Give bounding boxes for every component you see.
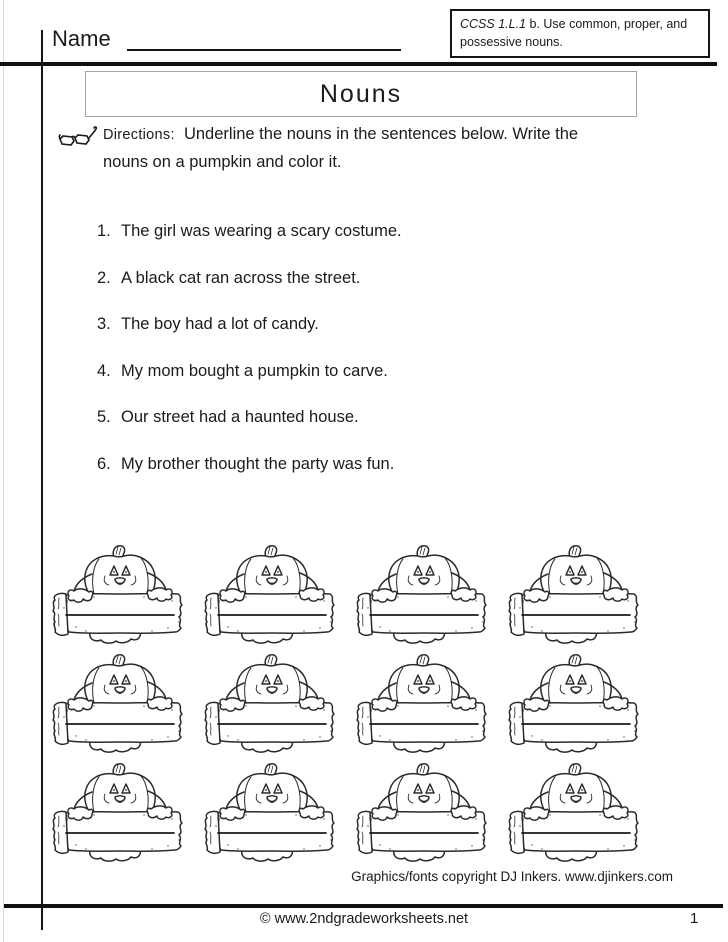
directions-label: Directions:: [103, 127, 175, 143]
sentence-text: My mom bought a pumpkin to carve.: [121, 361, 388, 380]
pumpkin-sign: [44, 653, 196, 762]
pumpkin-sign-icon: [350, 544, 498, 644]
page-title: Nouns: [319, 79, 403, 108]
sentence-row: [97, 406, 637, 428]
pumpkin-sign: [348, 544, 500, 653]
pumpkin-sign-icon: [350, 653, 498, 753]
sentence-text: Our street had a haunted house.: [121, 408, 359, 426]
ccss-text: b. Use common, proper, and possessive nouns.: [460, 17, 688, 50]
sentence-number: 1.: [97, 222, 111, 240]
pumpkin-sign: [500, 762, 652, 871]
directions: [103, 121, 638, 176]
pumpkin-sign: [44, 762, 196, 871]
sentence-number: 3.: [97, 315, 111, 333]
ccss-code: CCSS 1.L.1: [460, 17, 527, 31]
pumpkin-sign: [44, 544, 196, 653]
pumpkin-sign-grid: [44, 544, 652, 871]
sentence-row: [97, 313, 637, 335]
graphics-credit: Graphics/fonts copyright DJ Inkers. www.djinkers.com: [351, 869, 673, 884]
footer-page-number: 1: [690, 910, 699, 927]
pumpkin-sign-icon: [502, 762, 650, 862]
sentence-row: [97, 267, 637, 289]
page-edge-line: [3, 0, 4, 942]
pumpkin-sign: [348, 653, 500, 762]
sentence-row: [97, 220, 637, 242]
sentence-list: [97, 220, 637, 499]
pumpkin-sign: [196, 653, 348, 762]
directions-line2: nouns on a pumpkin and color it.: [103, 153, 342, 171]
name-input-line[interactable]: [127, 49, 401, 51]
sentence-text: My brother thought the party was fun.: [121, 454, 395, 473]
pumpkin-sign-icon: [198, 653, 346, 753]
sentence-number: 2.: [97, 268, 111, 287]
sentence-row: [97, 453, 637, 475]
title-box: [85, 71, 637, 117]
footer-copyright: © www.2ndgradeworksheets.net: [259, 911, 469, 927]
pumpkin-sign: [196, 762, 348, 871]
name-label: Name: [52, 26, 111, 51]
left-margin-line: [41, 30, 43, 930]
ccss-standard-box: [450, 9, 710, 58]
header-rule: [0, 62, 717, 66]
pumpkin-sign-icon: [350, 762, 498, 862]
pumpkin-sign-icon: [198, 762, 346, 862]
sentence-row: [97, 360, 637, 382]
pumpkin-sign: [348, 762, 500, 871]
directions-line1: Underline the nouns in the sentences below. Write the: [183, 125, 579, 143]
pumpkin-sign-icon: [46, 762, 194, 862]
sentence-text: The girl was wearing a scary costume.: [121, 222, 402, 240]
sentence-text: A black cat ran across the street.: [121, 268, 361, 287]
sentence-number: 6.: [97, 454, 111, 473]
pumpkin-sign-icon: [46, 653, 194, 753]
pumpkin-sign-icon: [502, 544, 650, 644]
pumpkin-sign-icon: [46, 544, 194, 644]
sentence-number: 5.: [97, 408, 111, 426]
footer-rule: [4, 904, 723, 908]
pumpkin-sign: [500, 544, 652, 653]
pumpkin-sign: [196, 544, 348, 653]
pumpkin-sign-icon: [198, 544, 346, 644]
sentence-number: 4.: [97, 361, 111, 380]
sentence-text: The boy had a lot of candy.: [121, 315, 319, 333]
glasses-icon: [58, 125, 100, 151]
pumpkin-sign-icon: [502, 653, 650, 753]
pumpkin-sign: [500, 653, 652, 762]
